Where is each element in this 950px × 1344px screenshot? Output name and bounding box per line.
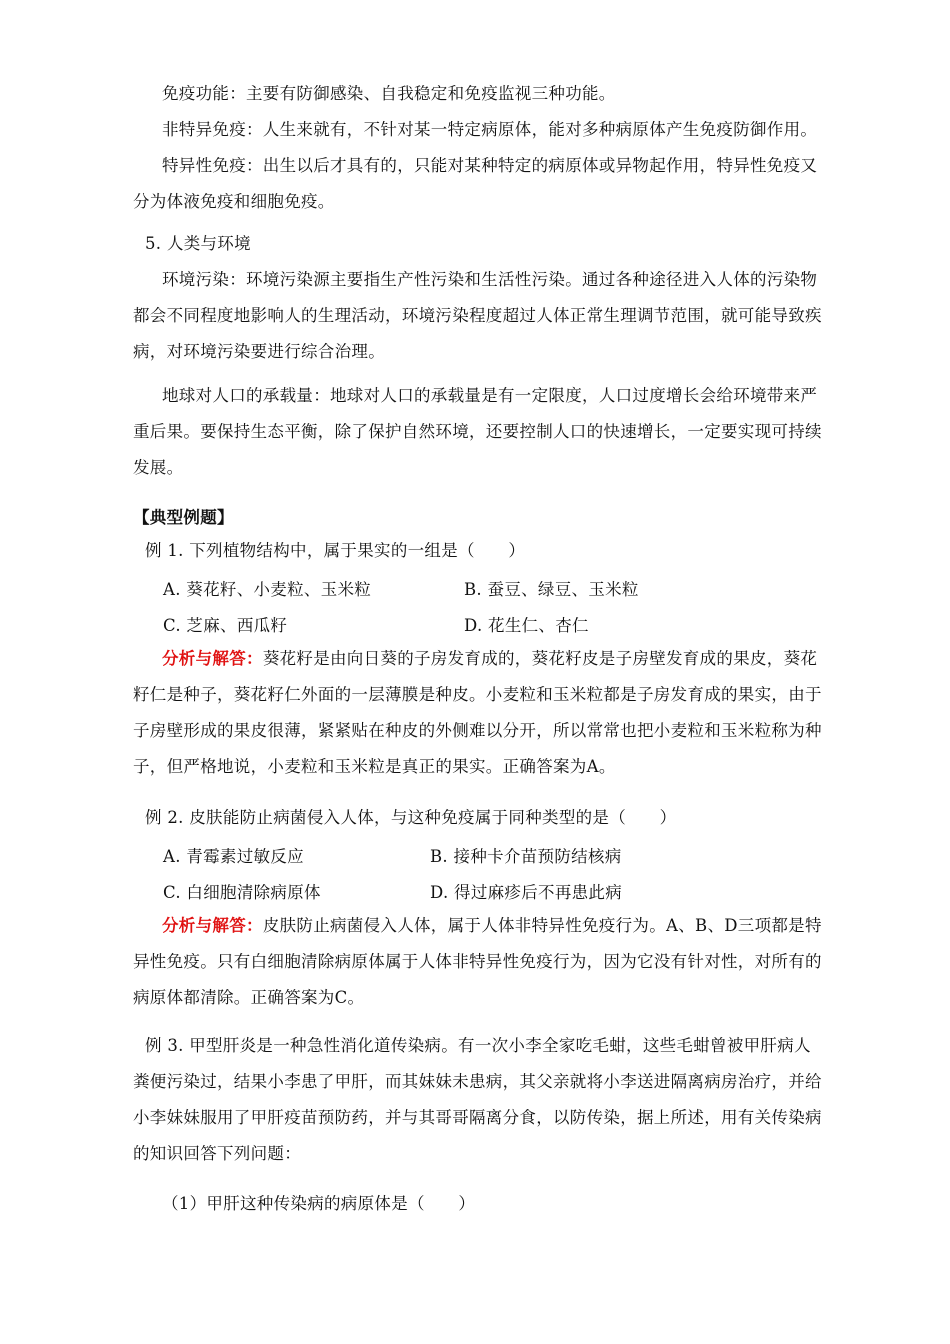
example2-analysis-1 — [162, 915, 852, 937]
analysis-text: 葵花籽是由向日葵的子房发育成的，葵花籽皮是子房壁发育成的果皮，葵花 — [262, 649, 818, 668]
example1-option-d: D. 花生仁、杏仁 — [464, 616, 589, 635]
example2-option-d: D. 得过麻疹后不再患此病 — [430, 883, 623, 902]
example2-question: 例 2. 皮肤能防止病菌侵入人体，与这种免疫属于同种类型的是（ ） — [145, 808, 677, 827]
examples-heading: 【典型例题】 — [133, 508, 234, 527]
pollution-text-2: 都会不同程度地影响人的生理活动，环境污染程度超过人体正常生理调节范围，就可能导致疾 — [133, 306, 822, 325]
example3-sub-question-1: （1）甲肝这种传染病的病原体是（ ） — [162, 1194, 476, 1213]
pollution-text-1: 环境污染：环境污染源主要指生产性污染和生活性污染。通过各种途径进入人体的污染物 — [162, 270, 818, 289]
capacity-text-3: 发展。 — [133, 458, 184, 477]
example3-question-4: 的知识回答下列问题： — [133, 1144, 301, 1163]
example2-analysis-2: 异性免疫。只有白细胞清除病原体属于人体非特异性免疫行为，因为它没有针对性，对所有的 — [133, 952, 822, 971]
analysis-label: 分析与解答： — [162, 649, 263, 668]
section-heading: 5. 人类与环境 — [145, 234, 251, 253]
nonspecific-immunity-text: 非特异免疫：人生来就有，不针对某一特定病原体，能对多种病原体产生免疫防御作用。 — [162, 120, 818, 139]
example1-option-a: A. 葵花籽、小麦粒、玉米粒 — [163, 580, 372, 599]
specific-immunity-text-1: 特异性免疫：出生以后才具有的，只能对某种特定的病原体或异物起作用，特异性免疫又 — [162, 156, 818, 175]
immunity-function-text: 免疫功能：主要有防御感染、自我稳定和免疫监视三种功能。 — [162, 84, 616, 103]
example1-question: 例 1. 下列植物结构中，属于果实的一组是（ ） — [145, 541, 526, 560]
example1-analysis-3: 子房壁形成的果皮很薄，紧紧贴在种皮的外侧难以分开，所以常常也把小麦粒和玉米粒称为种 — [133, 721, 822, 740]
example1-analysis-2: 籽仁是种子，葵花籽仁外面的一层薄膜是种皮。小麦粒和玉米粒都是子房发育成的果实，由于 — [133, 685, 822, 704]
example3-question-2: 粪便污染过，结果小李患了甲肝，而其妹妹未患病，其父亲就将小李送进隔离病房治疗，并给 — [133, 1072, 822, 1091]
example2-option-a: A. 青霉素过敏反应 — [163, 847, 304, 866]
example2-analysis-3: 病原体都清除。正确答案为C。 — [133, 988, 365, 1007]
analysis-text: 皮肤防止病菌侵入人体，属于人体非特异性免疫行为。A、B、D三项都是特 — [262, 916, 822, 935]
example1-analysis-1 — [162, 648, 852, 670]
capacity-text-2: 重后果。要保持生态平衡，除了保护自然环境，还要控制人口的快速增长，一定要实现可持续 — [133, 422, 822, 441]
example1-option-b: B. 蚕豆、绿豆、玉米粒 — [464, 580, 639, 599]
pollution-text-3: 病，对环境污染要进行综合治理。 — [133, 342, 385, 361]
specific-immunity-text-2: 分为体液免疫和细胞免疫。 — [133, 192, 335, 211]
example2-option-c: C. 白细胞清除病原体 — [163, 883, 321, 902]
example2-option-b: B. 接种卡介苗预防结核病 — [430, 847, 622, 866]
example3-question-1: 例 3. 甲型肝炎是一种急性消化道传染病。有一次小李全家吃毛蚶，这些毛蚶曾被甲肝病人 — [145, 1036, 811, 1055]
capacity-text-1: 地球对人口的承载量：地球对人口的承载量是有一定限度，人口过度增长会给环境带来严 — [162, 386, 818, 405]
analysis-label: 分析与解答： — [162, 916, 263, 935]
example3-question-3: 小李妹妹服用了甲肝疫苗预防药，并与其哥哥隔离分食，以防传染，据上所述，用有关传染病 — [133, 1108, 822, 1127]
example1-option-c: C. 芝麻、西瓜籽 — [163, 616, 288, 635]
example1-analysis-4: 子，但严格地说，小麦粒和玉米粒是真正的果实。正确答案为A。 — [133, 757, 616, 776]
